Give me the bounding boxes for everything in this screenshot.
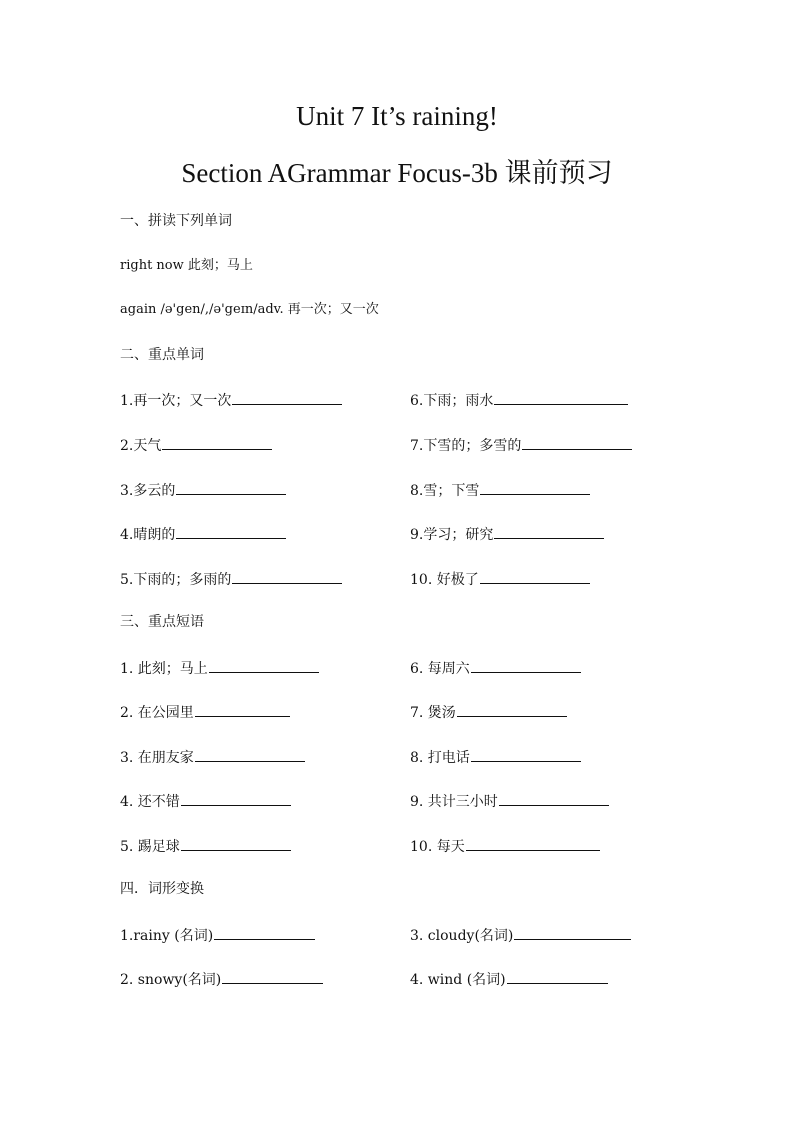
word-form-prompt: 2. snowy(名词) bbox=[120, 972, 222, 988]
word-form-prompt: 3. cloudy(名词) bbox=[410, 928, 514, 944]
vocab-line-again: again /ə'gen/,/ə'geɪn/adv. 再一次；又一次 bbox=[120, 302, 379, 317]
phrase-prompt: 5. 踢足球 bbox=[120, 839, 180, 855]
phrase-prompt: 9. 共计三小时 bbox=[410, 794, 498, 810]
word-prompt: 4.晴朗的 bbox=[120, 527, 176, 543]
word-form-item bbox=[410, 968, 608, 990]
section-1-heading: 一、拼读下列单词 bbox=[120, 213, 232, 229]
answer-blank[interactable] bbox=[181, 835, 291, 851]
section-3-heading: 三、重点短语 bbox=[120, 614, 204, 630]
word-form-item bbox=[120, 924, 315, 946]
phrase-item bbox=[410, 790, 609, 812]
phrase-item bbox=[120, 790, 291, 812]
word-prompt: 9.学习；研究 bbox=[410, 527, 494, 543]
word-item bbox=[410, 479, 590, 501]
answer-blank[interactable] bbox=[471, 657, 581, 673]
page-subtitle: Section AGrammar Focus-3b 课前预习 bbox=[181, 158, 613, 188]
phrase-item bbox=[410, 746, 581, 768]
word-item bbox=[120, 389, 342, 411]
answer-blank[interactable] bbox=[471, 746, 581, 762]
answer-blank[interactable] bbox=[480, 568, 590, 584]
phrase-prompt: 10. 每天 bbox=[410, 839, 465, 855]
word-item bbox=[410, 523, 604, 545]
word-item bbox=[410, 389, 628, 411]
phrase-prompt: 6. 每周六 bbox=[410, 661, 470, 677]
answer-blank[interactable] bbox=[176, 479, 286, 495]
word-item bbox=[120, 479, 286, 501]
answer-blank[interactable] bbox=[522, 434, 632, 450]
phrase-item bbox=[120, 701, 290, 723]
phrase-item bbox=[410, 701, 567, 723]
vocab-line-right-now: right now 此刻；马上 bbox=[120, 258, 253, 273]
word-prompt: 5.下雨的；多雨的 bbox=[120, 572, 232, 588]
answer-blank[interactable] bbox=[195, 746, 305, 762]
word-form-prompt: 4. wind (名词) bbox=[410, 972, 506, 988]
word-prompt: 2.天气 bbox=[120, 438, 162, 454]
phrase-item bbox=[410, 657, 581, 679]
word-prompt: 7.下雪的；多雪的 bbox=[410, 438, 522, 454]
word-item bbox=[120, 523, 286, 545]
phrase-item bbox=[120, 835, 291, 857]
answer-blank[interactable] bbox=[466, 835, 600, 851]
answer-blank[interactable] bbox=[232, 568, 342, 584]
answer-blank[interactable] bbox=[499, 790, 609, 806]
phrase-item bbox=[120, 657, 319, 679]
answer-blank[interactable] bbox=[494, 389, 628, 405]
phrase-prompt: 2. 在公园里 bbox=[120, 705, 194, 721]
word-item bbox=[120, 434, 272, 456]
phrase-prompt: 7. 煲汤 bbox=[410, 705, 456, 721]
word-prompt: 6.下雨；雨水 bbox=[410, 393, 494, 409]
answer-blank[interactable] bbox=[514, 924, 631, 940]
answer-blank[interactable] bbox=[181, 790, 291, 806]
answer-blank[interactable] bbox=[494, 523, 604, 539]
word-form-item bbox=[120, 968, 323, 990]
answer-blank[interactable] bbox=[195, 701, 290, 717]
answer-blank[interactable] bbox=[232, 389, 342, 405]
word-prompt: 10. 好极了 bbox=[410, 572, 479, 588]
word-prompt: 1.再一次；又一次 bbox=[120, 393, 232, 409]
word-prompt: 3.多云的 bbox=[120, 483, 176, 499]
phrase-prompt: 3. 在朋友家 bbox=[120, 750, 194, 766]
phrase-prompt: 1. 此刻；马上 bbox=[120, 661, 208, 677]
word-form-prompt: 1.rainy (名词) bbox=[120, 928, 214, 944]
word-item bbox=[410, 568, 590, 590]
phrase-item bbox=[410, 835, 600, 857]
answer-blank[interactable] bbox=[176, 523, 286, 539]
section-2-heading: 二、重点单词 bbox=[120, 347, 204, 363]
answer-blank[interactable] bbox=[507, 968, 608, 984]
word-item bbox=[120, 568, 342, 590]
answer-blank[interactable] bbox=[162, 434, 272, 450]
section-4-heading: 四．词形变换 bbox=[120, 881, 204, 897]
phrase-item bbox=[120, 746, 305, 768]
answer-blank[interactable] bbox=[222, 968, 323, 984]
phrase-prompt: 8. 打电话 bbox=[410, 750, 470, 766]
phrase-prompt: 4. 还不错 bbox=[120, 794, 180, 810]
word-prompt: 8.雪；下雪 bbox=[410, 483, 480, 499]
word-item bbox=[410, 434, 632, 456]
answer-blank[interactable] bbox=[480, 479, 590, 495]
answer-blank[interactable] bbox=[214, 924, 315, 940]
answer-blank[interactable] bbox=[209, 657, 319, 673]
answer-blank[interactable] bbox=[457, 701, 567, 717]
word-form-item bbox=[410, 924, 631, 946]
page-title: Unit 7 It’s raining! bbox=[296, 101, 498, 131]
